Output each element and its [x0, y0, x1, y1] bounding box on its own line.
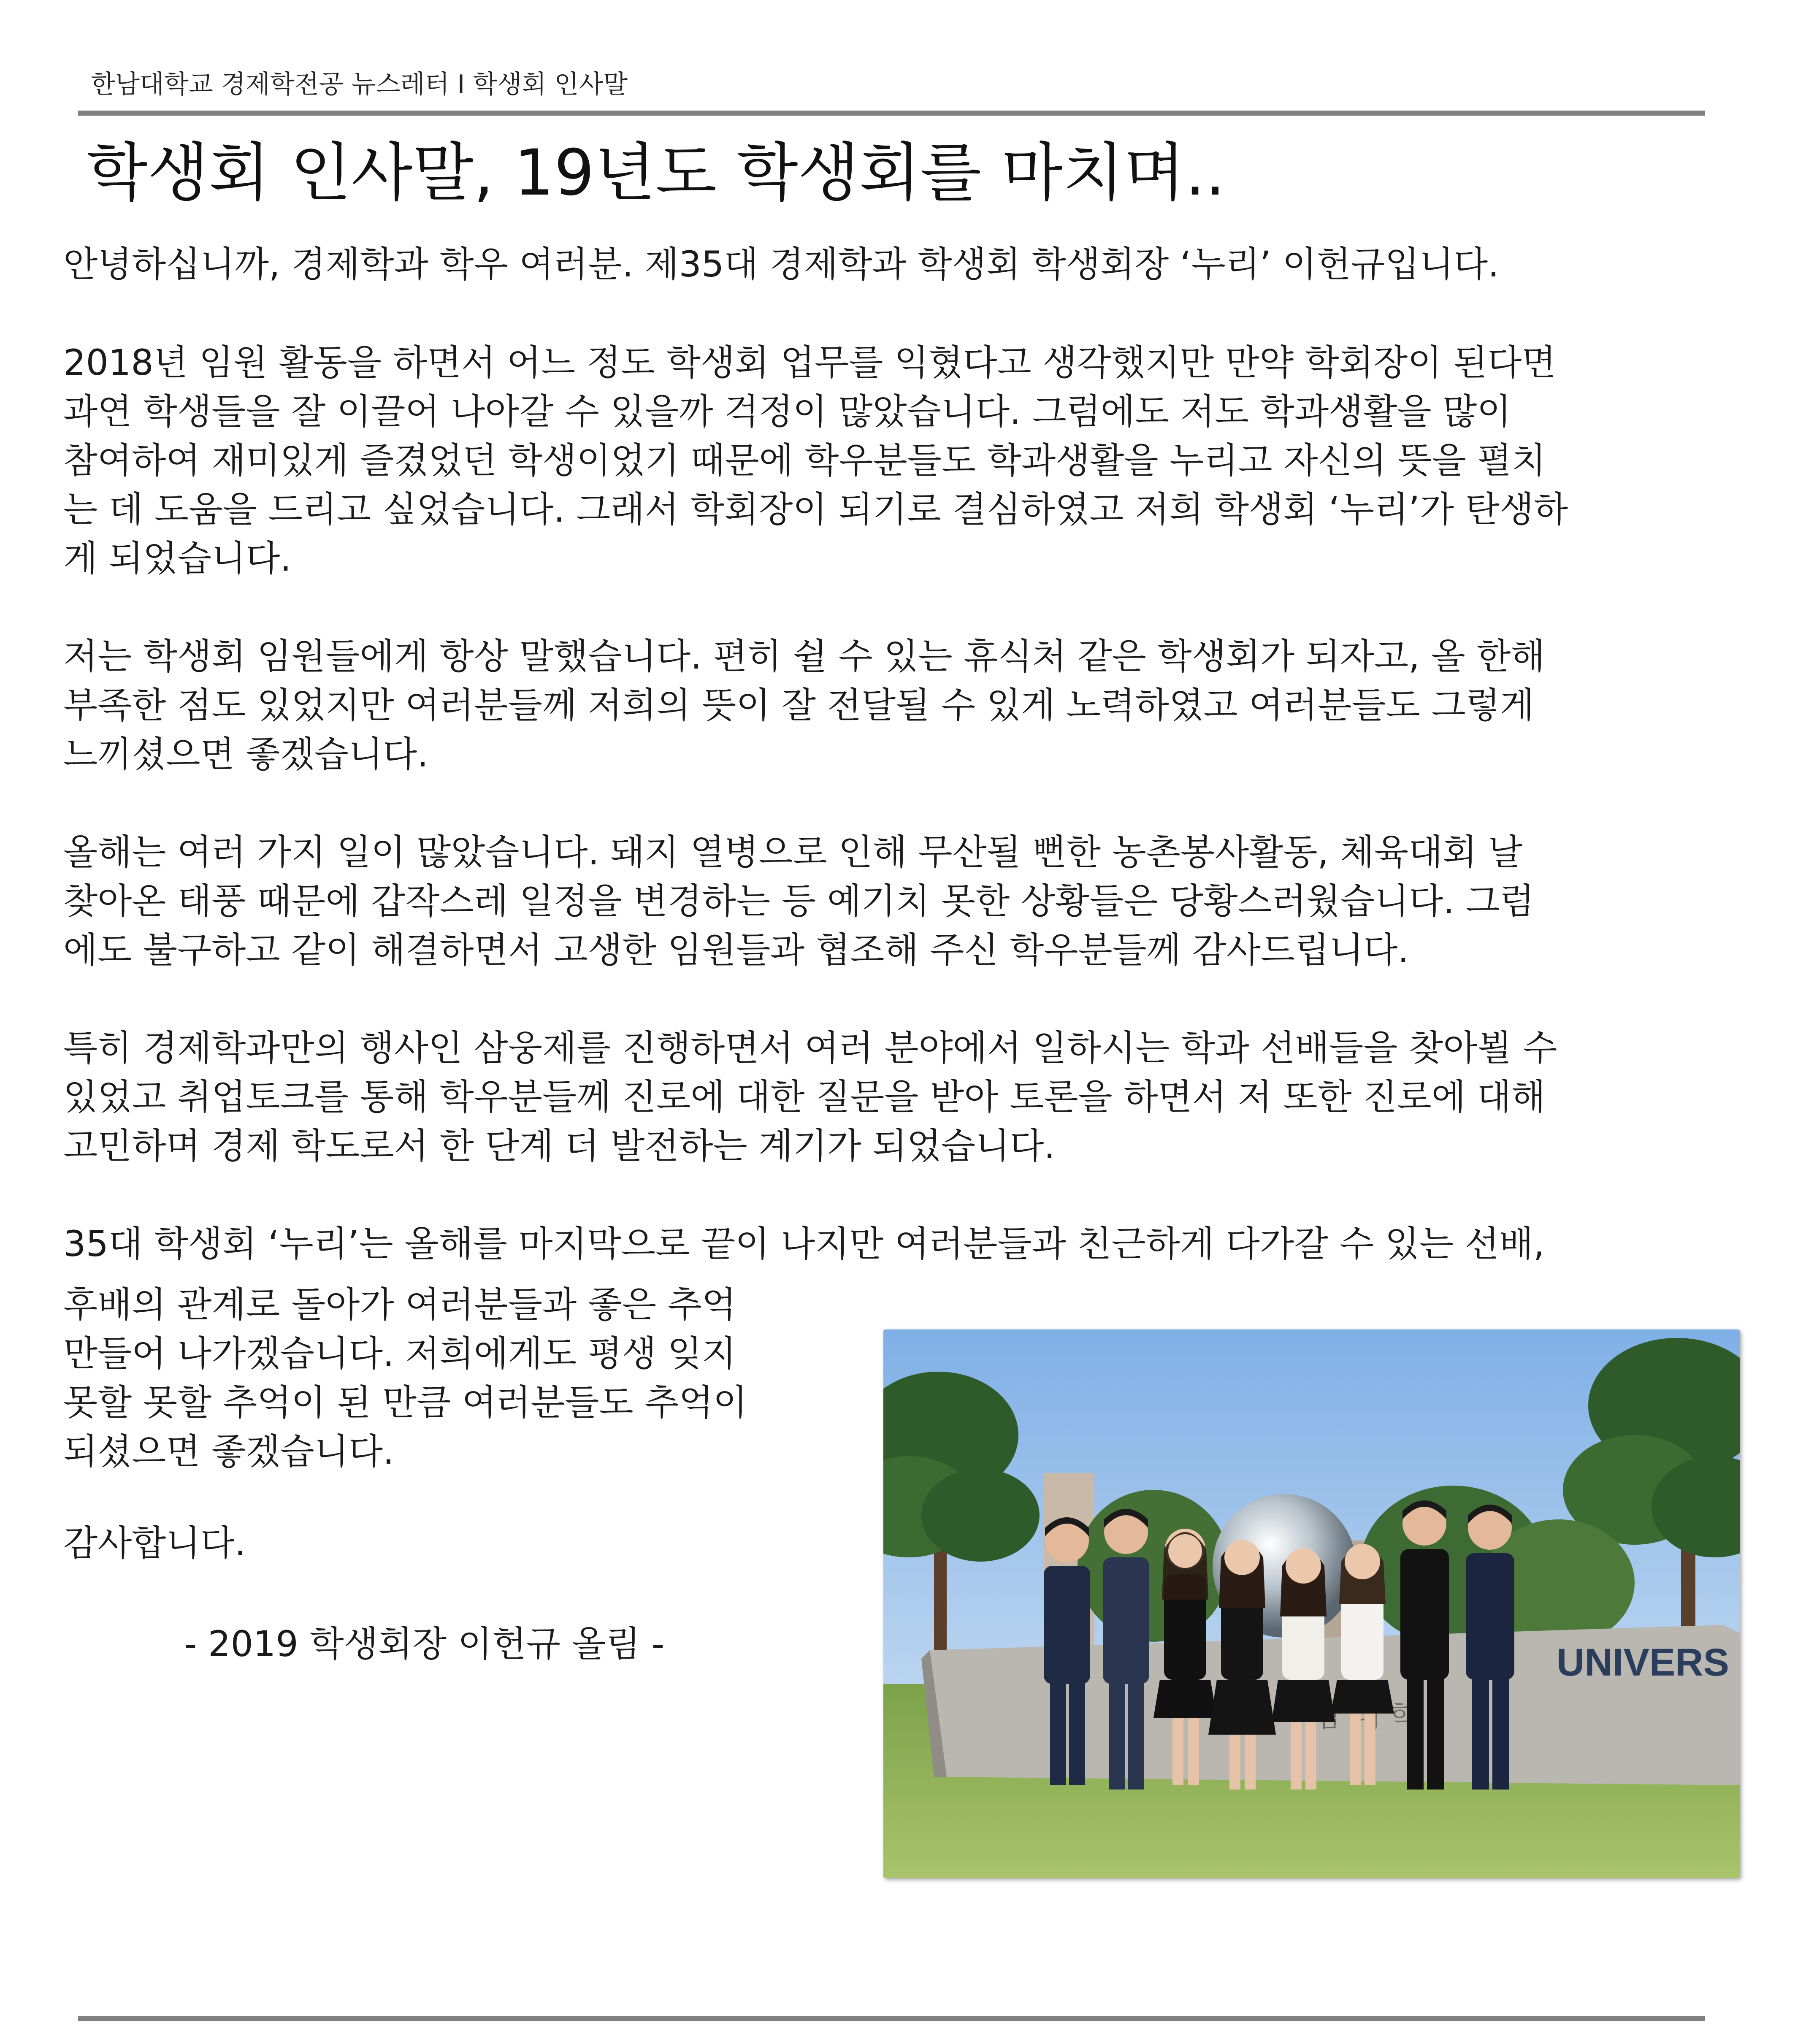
paragraph-4: [63, 828, 1534, 975]
paragraph-line: 참여하여 재미있게 즐겼었던 학생이었기 때문에 학우분들도 학과생활을 누리고 자신의 뜻을 펼치: [63, 440, 1546, 481]
paragraph-6-rest: [63, 1280, 747, 1476]
paragraph-line: 고민하며 경제 학도로서 한 단계 더 발전하는 계기가 되었습니다.: [63, 1125, 1056, 1167]
paragraph-line: 있었고 취업토크를 통해 학우분들께 진로에 대한 질문을 받아 토론을 하면서 저 또한 진로에 대해: [63, 1076, 1546, 1118]
paragraph-6-first-line: 35대 학생회 ‘누리’는 올해를 마지막으로 끝이 나지만 여러분들과 친근하게 다가갈 수 있는 선배,: [63, 1223, 1545, 1264]
paragraph-line: 저는 학생회 임원들에게 항상 말했습니다. 편히 쉴 수 있는 휴식처 같은 학생회가 되자고, 올 한해: [63, 636, 1545, 677]
greeting-paragraph: [63, 240, 1499, 289]
page-title: 학생회 인사말, 19년도 학생회를 마치며..: [87, 136, 1226, 210]
bottom-divider: [78, 2016, 1705, 2021]
paragraph-line: 못할 못할 추억이 된 만큼 여러분들도 추억이: [63, 1382, 747, 1423]
paragraph-line: 부족한 점도 있었지만 여러분들께 저희의 뜻이 잘 전달될 수 있게 노력하였고 여러분들도 그렇게: [63, 685, 1535, 726]
sign-text: UNIVERS: [1557, 1641, 1729, 1684]
group-photo-illustration: [883, 1329, 1740, 1878]
paragraph-line: 찾아온 태풍 때문에 갑작스레 일정을 변경하는 등 예기치 못한 상황들은 당황스러웠습니다. 그럼: [63, 880, 1535, 922]
paragraph-5: [63, 1023, 1557, 1170]
paragraph-line: 되셨으면 좋겠습니다.: [63, 1431, 394, 1472]
paragraph-2: [63, 338, 1568, 583]
sign-text-korean: 학: [1389, 1699, 1419, 1733]
greeting-line: 안녕하십니까, 경제학과 학우 여러분. 제35대 경제학과 학생회 학생회장 ‘누리’ 이헌규입니다.: [63, 244, 1499, 285]
paragraph-line: 게 되었습니다.: [63, 538, 292, 579]
top-divider: [78, 111, 1705, 116]
paragraph-3: [63, 632, 1545, 779]
paragraph-line: 과연 학생들을 잘 이끌어 나아갈 수 있을까 걱정이 많았습니다. 그럼에도 저도 학과생활을 많이: [63, 391, 1511, 432]
paragraph-line: 느끼셨으면 좋겠습니다.: [63, 734, 428, 775]
paragraph-line: 는 데 도움을 드리고 싶었습니다. 그래서 학회장이 되기로 결심하였고 저희 학생회 ‘누리’가 탄생하: [63, 489, 1568, 530]
paragraph-line: 후배의 관계로 돌아가 여러분들과 좋은 추억: [63, 1284, 736, 1325]
paragraph-line: 에도 불구하고 같이 해결하면서 고생한 임원들과 협조해 주신 학우분들께 감사드립니다.: [63, 929, 1409, 971]
paragraph-line: 올해는 여러 가지 일이 많았습니다. 돼지 열병으로 인해 무산될 뻔한 농촌봉사활동, 체육대회 날: [63, 831, 1523, 873]
paragraph-line: 2018년 임원 활동을 하면서 어느 정도 학생회 업무를 익혔다고 생각했지만 만약 학회장이 된다면: [63, 342, 1556, 383]
group-photo: [883, 1329, 1740, 1878]
signature-line: - 2019 학생회장 이헌규 올림 -: [184, 1623, 665, 1665]
thanks-line: 감사합니다.: [63, 1522, 246, 1564]
paragraph-line: 특히 경제학과만의 행사인 삼웅제를 진행하면서 여러 분야에서 일하시는 학과 선배들을 찾아뵐 수: [63, 1027, 1557, 1069]
running-head: 한남대학교 경제학전공 뉴스레터 I 학생회 인사말: [91, 70, 628, 99]
paragraph-line: 만들어 나가겠습니다. 저희에게도 평생 잊지: [63, 1333, 736, 1374]
